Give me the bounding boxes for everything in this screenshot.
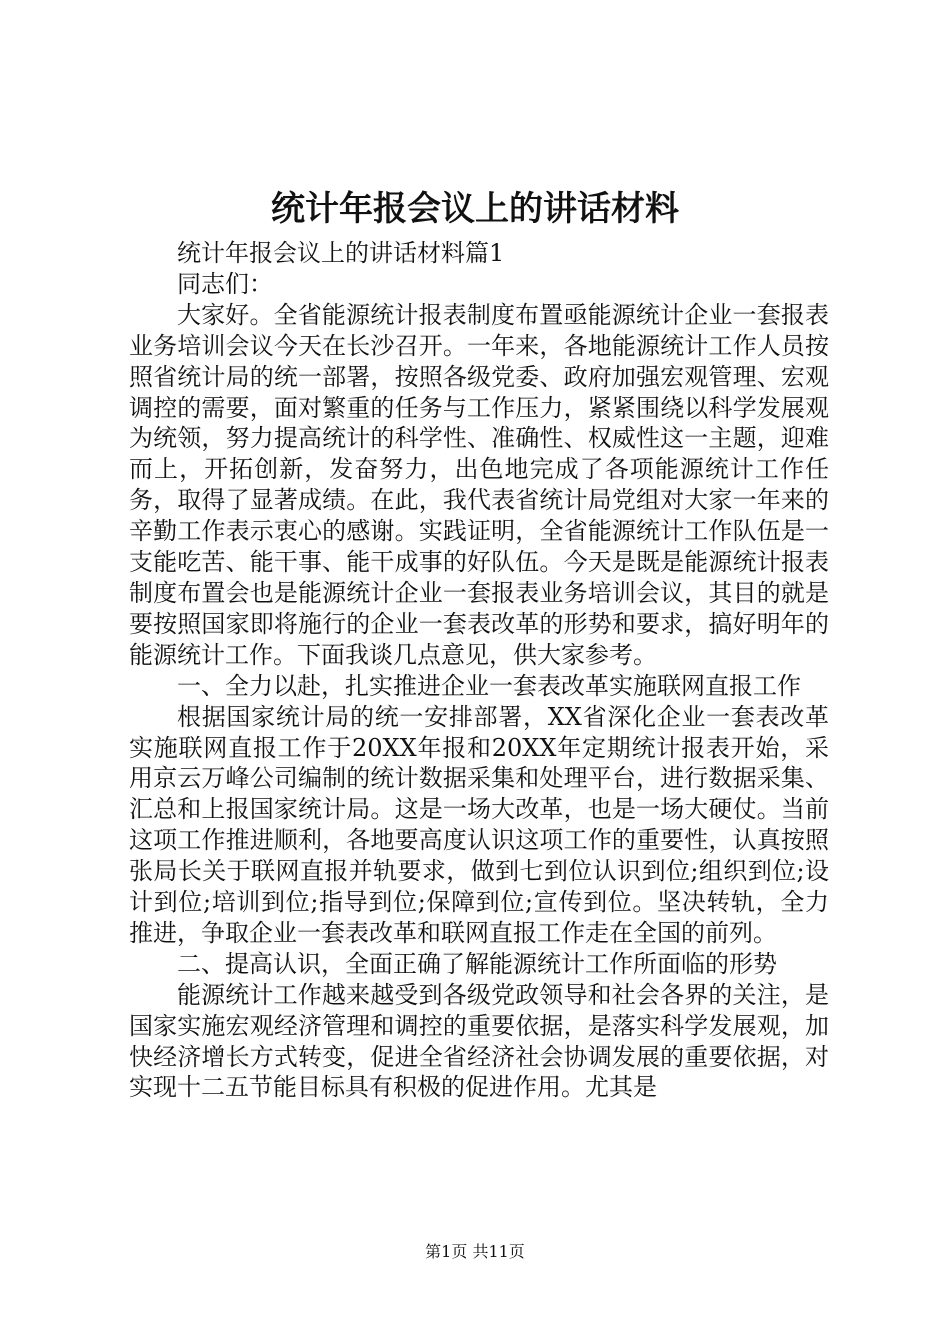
salutation: 同志们： (177, 269, 273, 298)
paragraph: 根据国家统计局的统一安排部署，XX省深化企业一套表改革实施联网直报工作于20XX年报和20XX年定期统计报表开始，采用京云万峰公司编制的统计数据采集和处理平台，进行数据采集、汇总和上报国家统计局。这是一场大改革，也是一场大硬仗。当前这项工作推进顺利，各地要高度认识这项工作的重要性，认真按照张局长关于联网直报并轨要求，做到七到位认识到位;组织到位;设计到位;培训到位;指导到位;保障到位;宣传到位。坚决转轨，全力推进，争取企业一套表改革和联网直报工作走在全国的前列。 (129, 702, 829, 947)
document-body (129, 238, 829, 1103)
section-heading: 一、全力以赴，扎实推进企业一套表改革实施联网直报工作 (177, 671, 801, 700)
section-heading: 统计年报会议上的讲话材料篇1 (177, 239, 505, 267)
document-title: 统计年报会议上的讲话材料 (271, 189, 679, 229)
paragraph: 能源统计工作越来越受到各级党政领导和社会各界的关注，是国家实施宏观经济管理和调控的重要依据，是落实科学发展观，加快经济增长方式转变，促进全省经济社会协调发展的重要依据，对实现十二五节能目标具有积极的促进作用。尤其是 (129, 980, 829, 1102)
page-footer: 第1页 共11页 (425, 1242, 525, 1261)
paragraph: 大家好。全省能源统计报表制度布置亟能源统计企业一套报表业务培训会议今天在长沙召开。一年来，各地能源统计工作人员按照省统计局的统一部署，按照各级党委、政府加强宏观管理、宏观调控的需要，面对繁重的任务与工作压力，紧紧围绕以科学发展观为统领，努力提高统计的科学性、准确性、权威性这一主题，迎难而上，开拓创新，发奋努力，出色地完成了各项能源统计工作任务，取得了显著成绩。在此，我代表省统计局党组对大家一年来的辛勤工作表示衷心的感谢。实践证明，全省能源统计工作队伍是一支能吃苦、能干事、能干成事的好队伍。今天是既是能源统计报表制度布置会也是能源统计企业一套报表业务培训会议，其目的就是要按照国家即将施行的企业一套表改革的形势和要求，搞好明年的能源统计工作。下面我谈几点意见，供大家参考。 (129, 300, 829, 669)
section-heading: 二、提高认识，全面正确了解能源统计工作所面临的形势 (177, 949, 777, 978)
